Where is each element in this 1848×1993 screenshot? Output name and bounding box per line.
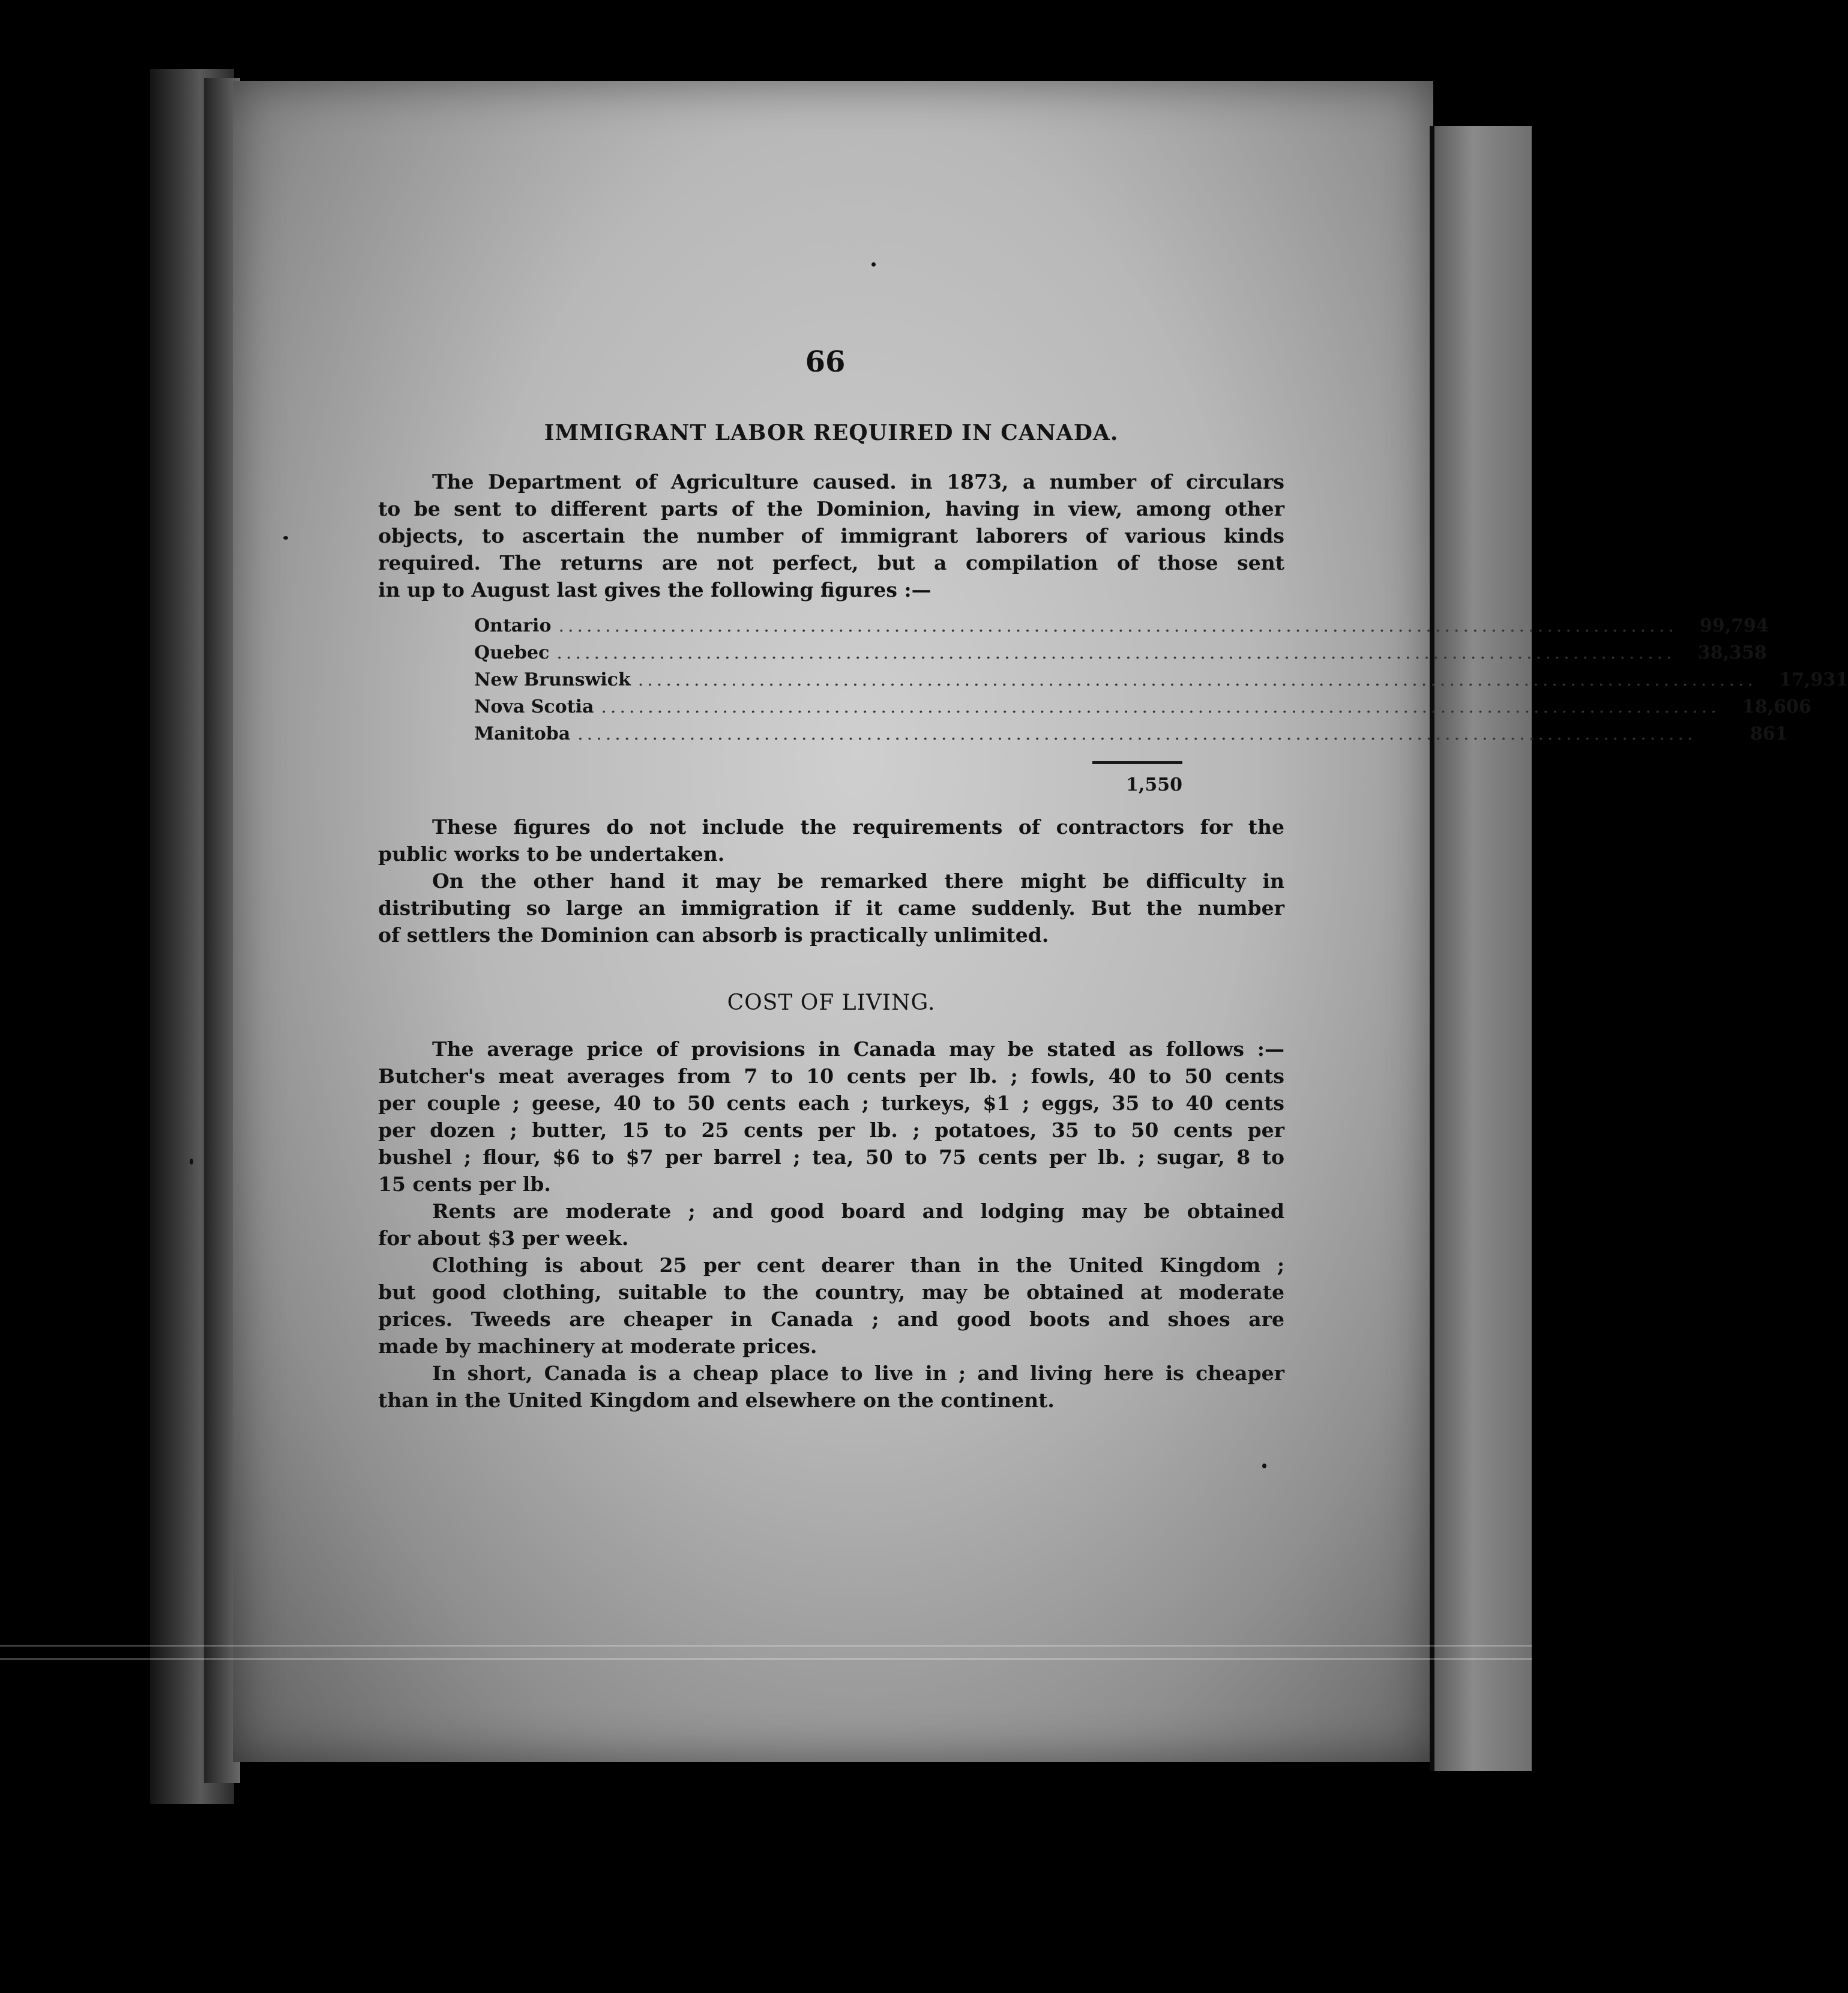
paragraph-summary — [378, 1360, 1284, 1414]
scan-artifact-line — [0, 1645, 1532, 1647]
text-line: made by machinery at moderate prices. — [378, 1334, 817, 1358]
text-line: required. The returns are not perfect, but a compilation of those sent — [378, 551, 1284, 574]
paragraph-provisions — [378, 1036, 1284, 1198]
paragraph-clothing — [378, 1252, 1284, 1360]
intro-paragraph — [378, 468, 1284, 603]
leader-dots: ........................................................................................................................ — [556, 642, 1676, 663]
figures-row — [474, 723, 1788, 750]
text-line: to be sent to different parts of the Dominion, having in view, among other — [378, 497, 1284, 520]
speck — [871, 262, 876, 267]
leader-dots: ........................................................................................................................ — [601, 696, 1720, 717]
laborers-required-value: 38,358 — [1697, 642, 1767, 663]
laborers-required-value: 17,931 — [1779, 669, 1848, 690]
paragraph-contractors — [378, 813, 1284, 867]
province-label: Ontario — [474, 615, 552, 636]
text-line: objects, to ascertain the number of immigrant laborers of various kinds — [378, 524, 1284, 547]
laborers-required-value: 99,794 — [1699, 615, 1769, 636]
speck — [1262, 1464, 1266, 1468]
text-line: prices. Tweeds are cheaper in Canada ; and good boots and shoes are — [378, 1307, 1284, 1331]
scan-artifact-line — [0, 1658, 1532, 1660]
figures-row — [474, 669, 1848, 696]
province-label: Nova Scotia — [474, 696, 594, 717]
text-line: Butcher's meat averages from 7 to 10 cents per lb. ; fowls, 40 to 50 cents — [378, 1064, 1284, 1088]
cost-of-living-text — [378, 1036, 1284, 1414]
province-label: Quebec — [474, 642, 550, 663]
text-line: 15 cents per lb. — [378, 1172, 551, 1196]
text-line: bushel ; flour, $6 to $7 per barrel ; tea, 50 to 75 cents per lb. ; sugar, 8 to — [378, 1145, 1284, 1169]
text-line: distributing so large an immigration if it came suddenly. But the number — [378, 896, 1284, 920]
speck — [190, 1159, 193, 1165]
text-line: for about $3 per week. — [378, 1226, 629, 1250]
text-line: in up to August last gives the following figures :— — [378, 578, 932, 602]
text-line: than in the United Kingdom and elsewhere on the continent. — [378, 1388, 1055, 1412]
total-value: 1,550 — [1126, 774, 1182, 795]
laborers-required-value: 18,606 — [1742, 696, 1811, 717]
leader-dots: ........................................................................................................................ — [558, 615, 1678, 636]
speck — [283, 536, 288, 540]
text-line: public works to be undertaken. — [378, 842, 725, 866]
paragraph-distribution — [378, 867, 1284, 948]
figures-row — [474, 642, 1767, 669]
province-label: Manitoba — [474, 723, 571, 744]
figures-row — [474, 615, 1769, 642]
text-line: of settlers the Dominion can absorb is practically unlimited. — [378, 923, 1049, 947]
text-line: On the other hand it may be remarked there might be difficulty in — [432, 869, 1284, 893]
text-line: per couple ; geese, 40 to 50 cents each ; turkeys, $1 ; eggs, 35 to 40 cents — [378, 1091, 1284, 1115]
contractors-paragraph — [378, 813, 1284, 948]
leader-dots: ........................................................................................................................ — [577, 723, 1697, 744]
text-line: per dozen ; butter, 15 to 25 cents per lb. ; potatoes, 35 to 50 cents per — [378, 1118, 1284, 1142]
page-number: 66 — [805, 345, 846, 379]
text-line: These figures do not include the requirements of contractors for the — [432, 815, 1284, 839]
province-label: New Brunswick — [474, 669, 631, 690]
paragraph-rents — [378, 1198, 1284, 1252]
text-line: but good clothing, suitable to the country, may be obtained at moderate — [378, 1280, 1284, 1304]
gutter-line — [1430, 126, 1434, 1771]
laborers-required-value: 861 — [1750, 723, 1788, 744]
text-line: Rents are moderate ; and good board and lodging may be obtained — [432, 1199, 1284, 1223]
labor-figures-table — [474, 615, 1848, 750]
section-title-immigrant-labor: IMMIGRANT LABOR REQUIRED IN CANADA. — [544, 420, 1119, 445]
text-line: The Department of Agriculture caused. in 1873, a number of circulars — [432, 470, 1284, 493]
paragraph-circulars — [378, 468, 1284, 603]
section-title-cost-of-living: COST OF LIVING. — [727, 990, 936, 1015]
text-line: Clothing is about 25 per cent dearer than in the United Kingdom ; — [432, 1253, 1284, 1277]
total-rule — [1092, 761, 1182, 764]
text-line: In short, Canada is a cheap place to live in ; and living here is cheaper — [432, 1361, 1284, 1385]
leader-dots: ........................................................................................................................ — [637, 669, 1757, 690]
text-line: The average price of provisions in Canada may be stated as follows :— — [432, 1037, 1284, 1061]
facing-page-edge — [1433, 126, 1532, 1771]
figures-row — [474, 696, 1811, 723]
